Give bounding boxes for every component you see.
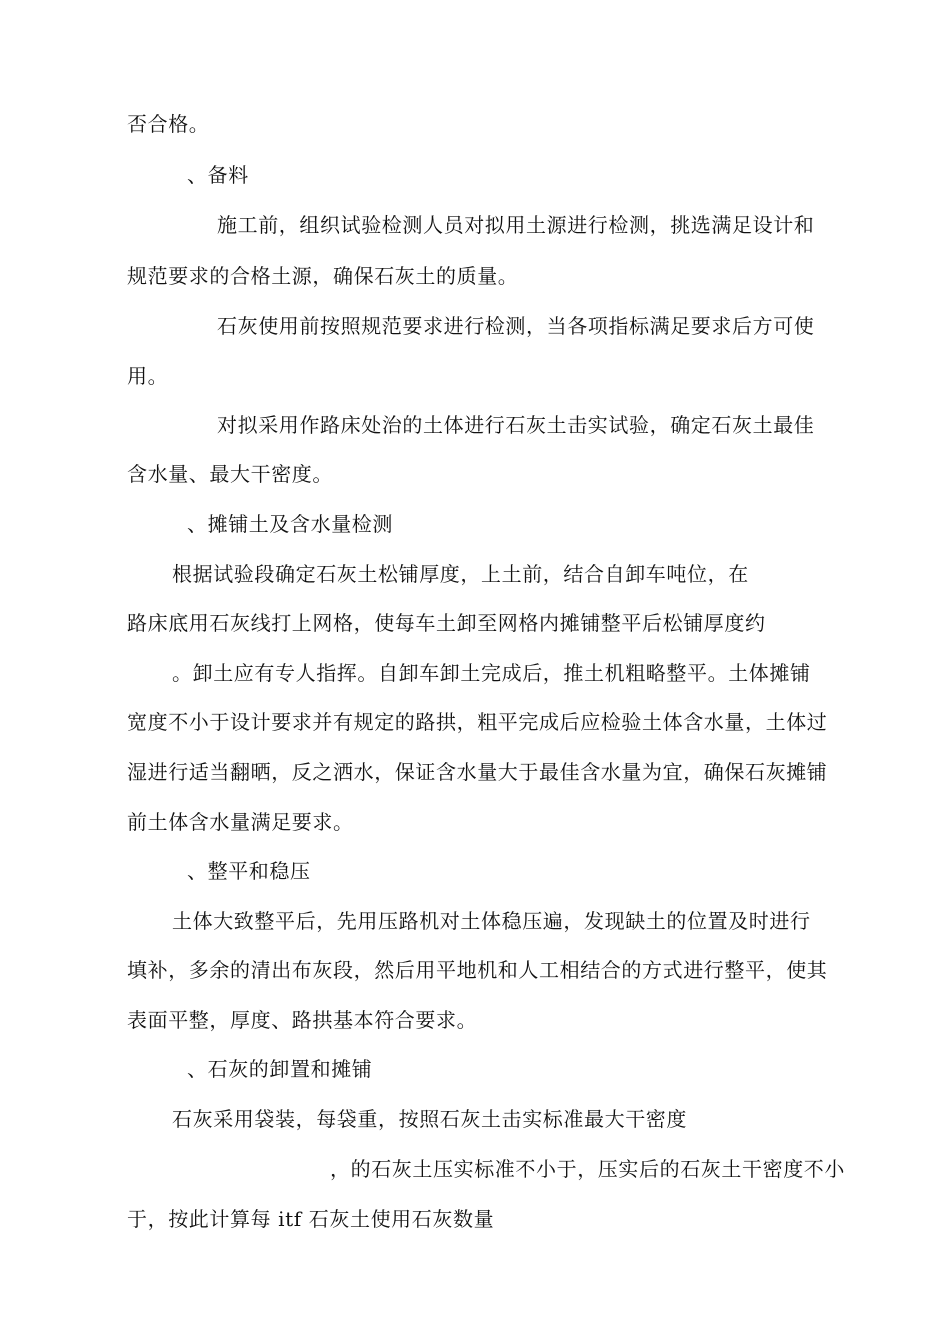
section-heading: 、整平和稳压: [187, 859, 311, 883]
section-heading: 、备料: [187, 163, 249, 187]
text-line: 根据试验段确定石灰土松铺厚度，上土前，结合自卸车吨位，在: [172, 562, 749, 586]
text-line: 含水量、最大干密度。: [127, 462, 333, 486]
text-line: 否合格。: [127, 112, 210, 136]
text-fragment: 石灰土使用石灰数量: [308, 1207, 495, 1231]
text-line: 土体大致整平后，先用压路机对土体稳压遍，发现缺土的位置及时进行: [172, 909, 811, 933]
section-heading: 、石灰的卸置和摊铺: [187, 1057, 373, 1081]
text-line: 规范要求的合格土源，确保石灰土的质量。: [127, 264, 519, 288]
text-line: 石灰使用前按照规范要求进行检测，当各项指标满足要求后方可使: [217, 314, 815, 338]
text-line: 路床底用石灰线打上网格，使每车土卸至网格内摊铺整平后松铺厚度约: [127, 611, 766, 635]
text-line: 湿进行适当翻晒，反之洒水，保证含水量大于最佳含水量为宜，确保石灰摊铺: [127, 760, 828, 784]
text-line: 表面平整，厚度、路拱基本符合要求。: [127, 1008, 478, 1032]
text-line: 对拟采用作路床处治的土体进行石灰土击实试验，确定石灰土最佳: [217, 413, 815, 437]
text-fragment: 于，按此计算每: [127, 1207, 272, 1231]
text-line: 用。: [127, 364, 169, 388]
text-line: [127, 1206, 494, 1232]
text-line: 宽度不小于设计要求并有规定的路拱，粗平完成后应检验土体含水量，土体过: [127, 710, 828, 734]
text-line: 。卸土应有专人指挥。自卸车卸土完成后，推土机粗略整平。土体摊铺: [172, 661, 811, 685]
text-line: 石灰采用袋装，每袋重，按照石灰土击实标准最大干密度: [172, 1107, 687, 1131]
text-line: ，的石灰土压实标准不小于，压实后的石灰土干密度不小: [330, 1157, 845, 1181]
text-line: 前土体含水量满足要求。: [127, 810, 354, 834]
text-line: 填补，多余的清出布灰段，然后用平地机和人工相结合的方式进行整平，使其: [127, 958, 828, 982]
text-fragment-latin: itf: [278, 1207, 302, 1231]
section-heading: 、摊铺土及含水量检测: [187, 512, 393, 536]
text-line: 施工前，组织试验检测人员对拟用土源进行检测，挑选满足设计和: [217, 213, 815, 237]
